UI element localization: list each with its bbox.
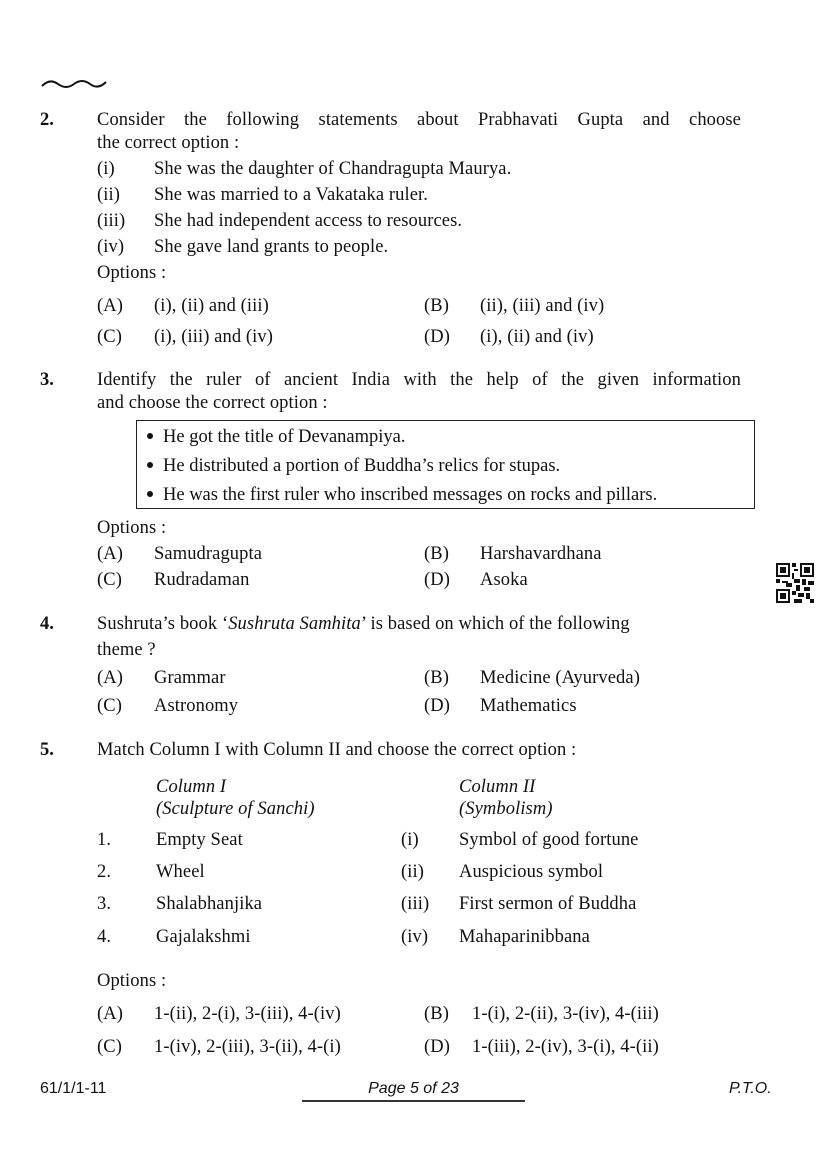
statement-label: (ii) <box>97 185 121 205</box>
options-heading: Options : <box>97 971 167 991</box>
clue-item <box>147 483 657 507</box>
question-number: 3. <box>40 370 54 390</box>
statement-label: (iii) <box>97 211 126 231</box>
wave-decoration-icon <box>40 76 108 92</box>
column1-item: Wheel <box>156 862 205 882</box>
option-text: Asoka <box>480 570 528 590</box>
statement-text: She gave land grants to people. <box>154 237 389 257</box>
question-stem-line: Consider the following statements about Prabhavati Gupta and choose <box>97 110 741 130</box>
pto-label: P.T.O. <box>729 1080 772 1097</box>
options-heading: Options : <box>97 518 167 538</box>
option-label: (D) <box>424 570 450 590</box>
page-number: Page 5 of 23 <box>368 1080 459 1097</box>
column2-item: Auspicious symbol <box>459 862 604 882</box>
option-text: 1-(i), 2-(ii), 3-(iv), 4-(iii) <box>472 1004 659 1024</box>
option-label: (D) <box>424 327 450 347</box>
option-text: Rudradaman <box>154 570 250 590</box>
option-label: (B) <box>424 296 449 316</box>
row-roman: (i) <box>401 830 419 850</box>
option-label: (D) <box>424 1037 450 1057</box>
clue-item <box>147 454 560 478</box>
option-text: Mathematics <box>480 696 577 716</box>
clues-box <box>136 420 755 509</box>
row-number: 4. <box>97 927 112 947</box>
clue-item <box>147 425 405 449</box>
qr-code-icon <box>776 563 814 603</box>
option-text: Astronomy <box>154 696 239 716</box>
statement-label: (iv) <box>97 237 125 257</box>
stem-text: ’ is based on which of the following <box>360 614 630 634</box>
statement-text: She was the daughter of Chandragupta Maurya. <box>154 159 512 179</box>
statement-text: She was married to a Vakataka ruler. <box>154 185 428 205</box>
option-text: Medicine (Ayurveda) <box>480 668 640 688</box>
row-number: 3. <box>97 894 112 914</box>
option-label: (A) <box>97 1004 123 1024</box>
option-text: 1-(ii), 2-(i), 3-(iii), 4-(iv) <box>154 1004 341 1024</box>
bullet-icon <box>147 462 153 468</box>
row-number: 2. <box>97 862 112 882</box>
question-number: 4. <box>40 614 54 634</box>
column2-item: Symbol of good fortune <box>459 830 639 850</box>
question-stem-line: Identify the ruler of ancient India with the help of the given information <box>97 370 741 390</box>
statement-text: She had independent access to resources. <box>154 211 463 231</box>
column1-item: Gajalakshmi <box>156 927 251 947</box>
clue-text: He distributed a portion of Buddha’s relics for stupas. <box>163 456 561 476</box>
option-text: Grammar <box>154 668 226 688</box>
footer-divider <box>302 1100 525 1102</box>
row-roman: (iii) <box>401 894 430 914</box>
statement-label: (i) <box>97 159 115 179</box>
option-text: (i), (ii) and (iii) <box>154 296 269 316</box>
stem-text: Sushruta’s book ‘ <box>97 614 229 634</box>
column1-item: Empty Seat <box>156 830 243 850</box>
option-text: Samudragupta <box>154 544 263 564</box>
option-text: (i), (ii) and (iv) <box>480 327 594 347</box>
option-label: (A) <box>97 296 123 316</box>
column2-subtitle: (Symbolism) <box>459 799 553 819</box>
option-label: (A) <box>97 668 123 688</box>
option-label: (B) <box>424 668 449 688</box>
option-label: (C) <box>97 696 122 716</box>
clue-text: He got the title of Devanampiya. <box>163 427 406 447</box>
question-stem-line: the correct option : <box>97 133 240 153</box>
option-label: (A) <box>97 544 123 564</box>
option-label: (B) <box>424 1004 449 1024</box>
question-number: 5. <box>40 740 54 760</box>
bullet-icon <box>147 433 153 439</box>
row-number: 1. <box>97 830 112 850</box>
column1-title: Column I <box>156 777 227 797</box>
question-stem-line: and choose the correct option : <box>97 393 328 413</box>
column2-title: Column II <box>459 777 536 797</box>
option-text: (ii), (iii) and (iv) <box>480 296 605 316</box>
column2-item: First sermon of Buddha <box>459 894 637 914</box>
clue-text: He was the first ruler who inscribed messages on rocks and pillars. <box>163 485 658 505</box>
column2-item: Mahaparinibbana <box>459 927 590 947</box>
option-text: 1-(iii), 2-(iv), 3-(i), 4-(ii) <box>472 1037 659 1057</box>
row-roman: (ii) <box>401 862 425 882</box>
paper-code: 61/1/1-11 <box>40 1080 107 1097</box>
option-label: (C) <box>97 327 122 347</box>
option-text: Harshavardhana <box>480 544 602 564</box>
book-title: Sushruta Samhita <box>228 614 361 634</box>
option-text: 1-(iv), 2-(iii), 3-(ii), 4-(i) <box>154 1037 341 1057</box>
row-roman: (iv) <box>401 927 429 947</box>
option-label: (C) <box>97 570 122 590</box>
column1-subtitle: (Sculpture of Sanchi) <box>156 799 315 819</box>
bullet-icon <box>147 491 153 497</box>
question-number: 2. <box>40 110 54 130</box>
column1-item: Shalabhanjika <box>156 894 263 914</box>
option-text: (i), (iii) and (iv) <box>154 327 274 347</box>
question-stem-line: theme ? <box>97 640 156 660</box>
question-stem-line <box>97 612 741 636</box>
option-label: (C) <box>97 1037 122 1057</box>
options-heading: Options : <box>97 263 167 283</box>
option-label: (D) <box>424 696 450 716</box>
option-label: (B) <box>424 544 449 564</box>
question-stem: Match Column I with Column II and choose the correct option : <box>97 740 577 760</box>
